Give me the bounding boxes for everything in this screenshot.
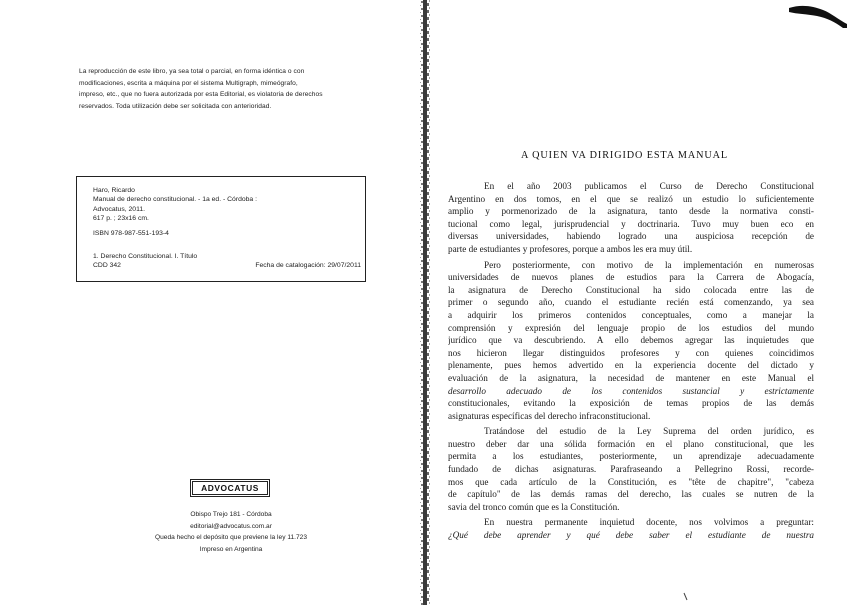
body-text [448,180,814,542]
text-line: fundado de dichas asignaturas. Parafraseando a Pellegrino Rossi, recorde- [448,464,814,475]
text-line: tucional como legal, jurisprudencial y doctrinaria. Tuvo muy buen eco en [448,218,814,229]
publisher-info [120,509,342,555]
publisher-email: editorial@advocatus.com.ar [190,522,272,530]
text-line: jurídico que va descubriendo. A ello debemos agregar las inquietudes que [448,335,814,346]
catalog-classification-row [93,261,361,270]
text-line: a adquirir los primeros contenidos conceptuales, como a manejar la [448,309,814,320]
catalog-extent: 617 p. ; 23x16 cm. [93,215,149,223]
catalog-card-header [93,186,363,224]
text-line: diversas universidades, habiendo logrado una auspiciosa recepción de [448,231,814,242]
text-line: constitucionales, evitando la exposición de temas propios de las demás [448,398,814,409]
text-line: Argentino en dos tomos, en el que se realizó un estudio lo suficientemente [448,193,814,204]
text-line: En el año 2003 publicamos el Curso de Derecho Constitucional [484,181,814,191]
text-line: nos hicieron llegar distinguidos profesores y con quienes coincidimos [448,347,814,358]
copyright-line: La reproducción de este libro, ya sea total o parcial, en forma idéntica o con [79,68,305,75]
copyright-notice [79,66,379,112]
catalog-publisher: Advocatus, 2011. [93,205,146,213]
text-line: En nuestra permanente inquietud docente, nos volvimos a preguntar: [484,517,814,528]
catalog-subject-block [93,252,361,271]
catalog-cdd: CDD 342 [93,262,121,270]
copyright-line: modificaciones, escrita a máquina por el sistema Multigraph, mimeógrafo, [79,79,298,87]
catalog-title: Manual de derecho constitucional. - 1a ed. - Córdoba : [93,196,257,204]
scan-speck [683,592,689,602]
text-line: comprensión y expresión del lenguaje propio de los estudios del mundo [448,322,814,333]
book-gutter [418,0,432,605]
text-line: asignaturas específicas del derecho infraconstitucional. [448,410,651,421]
text-line: la asignatura de Derecho Constitucional ha sido colocada entre las de [448,284,814,295]
text-line: savia del tronco común que es la Constitución. [448,501,620,512]
text-line: permita a los estudiantes, posteriormente, un aprendizaje adecuadamente [448,451,814,462]
text-line: primer o segundo año, cuando el estudiante recién está comenzando, ya sea [448,297,814,308]
printed-in: Impreso en Argentina [199,545,263,553]
copyright-line: reservados. Toda utilización debe ser solicitada con anterioridad. [79,102,272,110]
text-line: ¿Qué debe aprender y qué debe saber el estudiante de nuestra [448,530,814,541]
text-line: nuestro deber dar una sólida formación en el plano constitucional, que les [448,438,814,449]
text-line: amplio y pormenorizado de la asignatura, tanto desde la normativa consti- [448,206,814,217]
page-title: A QUIEN VA DIRIGIDO ESTA MANUAL [521,150,728,161]
catalog-subject: 1. Derecho Constitucional. I. Título [93,253,198,260]
catalog-author: Haro, Ricardo [93,187,135,194]
text-line: de capítulo" de las demás ramas del derecho, las cuales se nutren de la [448,489,814,500]
text-line: parte de estudiantes y profesores, porque a ambos les era muy útil. [448,243,693,254]
publisher-logo: ADVOCATUS [192,481,268,495]
scan-smudge [783,0,848,28]
text-line: mos que cada artículo de la Constitución, es "tête de chapitre", "cabeza [448,476,814,487]
publisher-address: Obispo Trejo 181 - Córdoba [190,511,272,518]
text-line: desarrollo adecuado de los contenidos sustancial y estrictamente [448,385,814,396]
text-line: plenamente, pues hemos advertido en la experiencia docente del dictado y [448,360,814,371]
text-line: Pero posteriormente, con motivo de la implementación en numerosas [484,259,814,270]
text-line: evaluación de la asignatura, la necesidad de mantener en este Manual el [448,372,814,383]
text-line: universidades de nuevos planes de estudios para la Carrera de Abogacía, [448,272,814,283]
legal-deposit: Queda hecho el depósito que previene la ley 11.723 [154,534,307,542]
copyright-line: impreso, etc., que no fuera autorizada por esta Editorial, es violatoria de derechos [79,91,323,99]
catalog-isbn: ISBN 978-987-551-193-4 [93,230,169,237]
text-line: Tratándose del estudio de la Ley Suprema del orden jurídico, es [484,426,814,437]
gutter-shadow [418,0,432,605]
catalog-date: Fecha de catalogación: 29/07/2011 [255,262,361,270]
